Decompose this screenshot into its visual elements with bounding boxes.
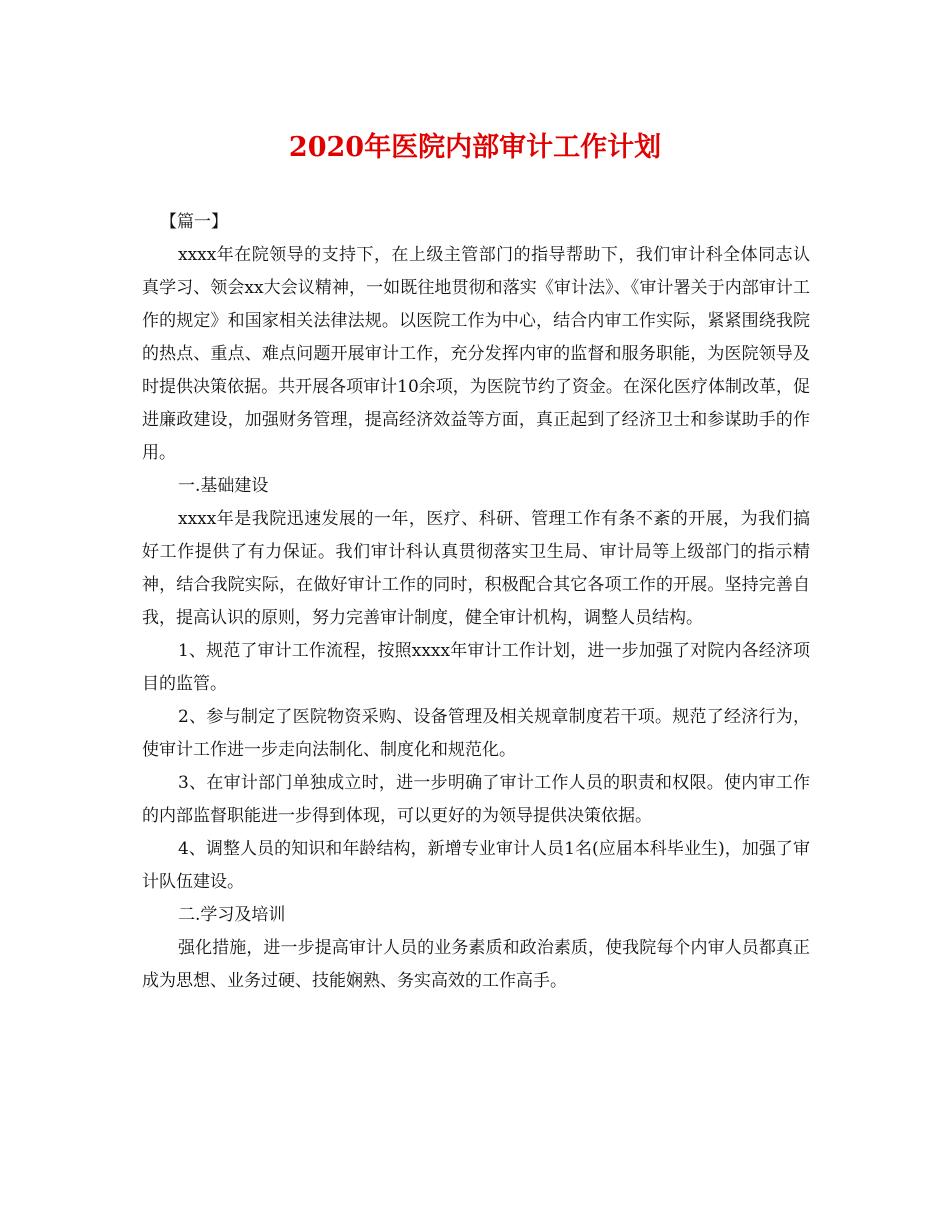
list-item-2: 2、参与制定了医院物资采购、设备管理及相关规章制度若干项。规范了经济行为，使审计工作进一步走向法制化、制度化和规范化。	[142, 707, 810, 760]
document-body	[142, 206, 810, 998]
list-item-1: 1、规范了审计工作流程，按照xxxx年审计工作计划，进一步加强了对院内各经济项目的监管。	[142, 641, 810, 694]
section-heading-part-one: 【篇一】	[160, 212, 228, 232]
basic-construction-paragraph: xxxx年是我院迅速发展的一年，医疗、科研、管理工作有条不紊的开展，为我们搞好工作提供了有力保证。我们审计科认真贯彻落实卫生局、审计局等上级部门的指示精神，结合我院实际，在做好审计工作的同时，积极配合其它各项工作的开展。坚持完善自我，提高认识的原则，努力完善审计制度，健全审计机构，调整人员结构。	[142, 509, 810, 628]
document-title: 2020年医院内部审计工作计划	[288, 132, 662, 163]
intro-paragraph: xxxx年在院领导的支持下，在上级主管部门的指导帮助下，我们审计科全体同志认真学习、领会xx大会议精神，一如既往地贯彻和落实《审计法》、《审计署关于内部审计工作的规定》和国家相关法律法规。以医院工作为中心，结合内审工作实际，紧紧围绕我院的热点、重点、难点问题开展审计工作，充分发挥内审的监督和服务职能，为医院领导及时提供决策依据。共开展各项审计10余项，为医院节约了资金。在深化医疗体制改革，促进廉政建设，加强财务管理，提高经济效益等方面，真正起到了经济卫士和参谋助手的作用。	[142, 245, 810, 463]
list-item-3: 3、在审计部门单独成立时，进一步明确了审计工作人员的职责和权限。使内审工作的内部监督职能进一步得到体现，可以更好的为领导提供决策依据。	[142, 773, 810, 826]
section-heading-study-training: 二.学习及培训	[178, 905, 286, 925]
study-training-paragraph: 强化措施，进一步提高审计人员的业务素质和政治素质，使我院每个内审人员都真正成为思想、业务过硬、技能娴熟、务实高效的工作高手。	[142, 938, 810, 991]
section-heading-basic-construction: 一.基础建设	[178, 476, 269, 496]
list-item-4: 4、调整人员的知识和年龄结构，新增专业审计人员1名(应届本科毕业生)，加强了审计队伍建设。	[142, 839, 810, 892]
